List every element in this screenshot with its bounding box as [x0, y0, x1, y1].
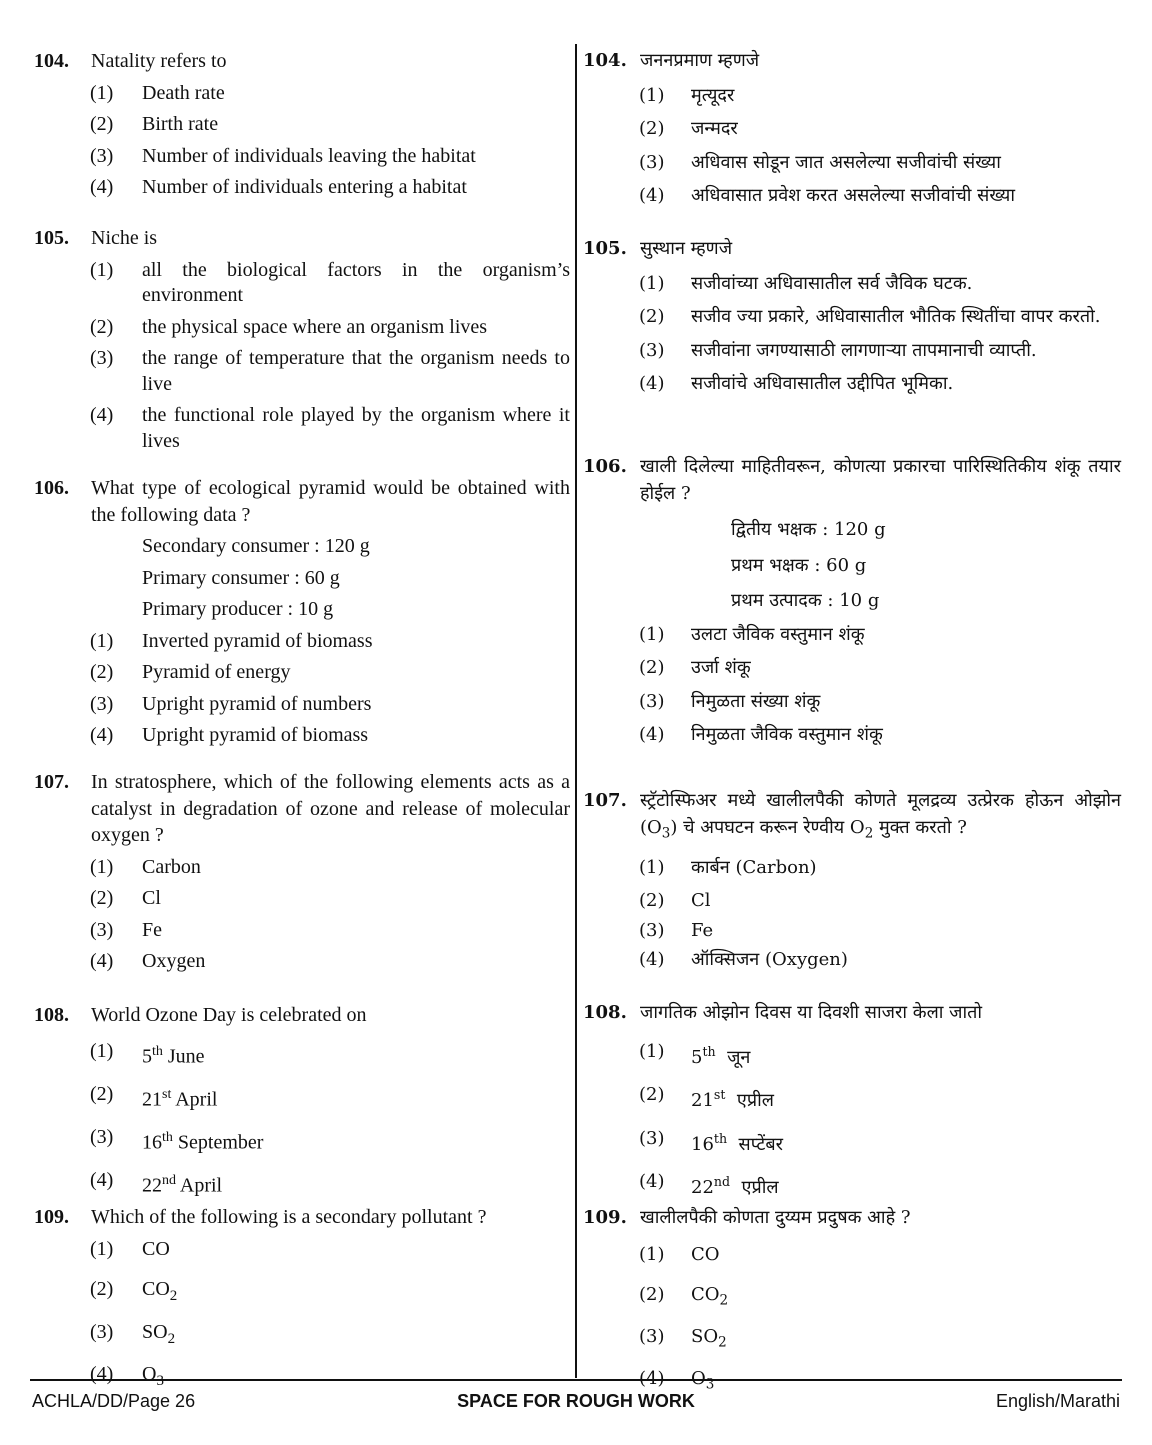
question-number: 104. — [34, 50, 69, 72]
option-number: (4) — [639, 724, 665, 745]
option-number: (4) — [90, 950, 114, 972]
option-text: 21st April — [142, 1086, 218, 1111]
question-number: 108. — [583, 1002, 627, 1023]
question-text: Niche is — [91, 227, 158, 249]
option-text: Number of individuals entering a habitat — [142, 176, 467, 198]
question-text: खाली दिलेल्या माहितीवरून, कोणत्या प्रकारचा पारिस्थितिकीय शंकू तयार होईल ? — [640, 456, 1121, 504]
question-number: 107. — [583, 790, 627, 811]
question-text: जागतिक ओझोन दिवस या दिवशी साजरा केला जातो — [640, 1002, 983, 1023]
option-text: जन्मदर — [691, 118, 738, 139]
option-number: (1) — [90, 855, 114, 878]
option-text: CO — [691, 1243, 720, 1265]
option-number: (2) — [90, 315, 114, 338]
option-number: (2) — [639, 306, 665, 327]
option-text: उर्जा शंकू — [691, 657, 751, 678]
option-number: (1) — [639, 272, 665, 294]
option-number: (4) — [90, 1168, 114, 1191]
option-text: $SO_2$ — [691, 1325, 727, 1351]
question-109-marathi — [583, 1205, 1121, 1398]
option-text: सजीवांचे अधिवासातील उद्दीपित भूमिका. — [691, 373, 954, 394]
option-text: अधिवास सोडून जात असलेल्या सजीवांची संख्या — [691, 151, 1001, 173]
option-number: (1) — [90, 1039, 114, 1062]
option-number: (2) — [639, 657, 665, 678]
option-number: (1) — [639, 623, 665, 645]
option-text: $O_3$ — [142, 1363, 164, 1389]
question-105-marathi — [583, 236, 1121, 397]
option-text: निमुळता संख्या शंकू — [691, 690, 821, 712]
language-label: English/Marathi — [995, 1391, 1120, 1411]
option-number: (2) — [90, 1082, 114, 1105]
option-text: 22nd April — [142, 1172, 223, 1197]
question-108-marathi — [583, 1000, 1121, 1201]
data-line: Primary producer : 10 g — [142, 598, 334, 620]
option-number: (3) — [90, 347, 114, 369]
option-text: सजीव ज्या प्रकारे, अधिवासातील भौतिक स्थितींचा वापर करतो. — [691, 306, 1101, 327]
option-text: Inverted pyramid of biomass — [142, 629, 373, 652]
option-text: Fe — [691, 919, 714, 941]
option-number: (2) — [639, 1084, 665, 1105]
question-text: जननप्रमाण म्हणजे — [640, 50, 760, 71]
question-text: What type of ecological pyramid would be obtained with the following data ? — [91, 477, 570, 526]
question-104 — [34, 48, 570, 201]
question-number: 105. — [34, 227, 69, 249]
option-text: कार्बन (Carbon) — [691, 856, 817, 878]
question-number: 107. — [34, 771, 69, 793]
option-text: सजीवांना जगण्यासाठी लागणाऱ्या तापमानाची व्याप्ती. — [691, 339, 1037, 361]
option-number: (3) — [90, 144, 114, 167]
option-text: the physical space where an organism lives — [142, 315, 488, 338]
option-number: (3) — [90, 692, 114, 715]
option-number: (4) — [639, 1367, 665, 1389]
question-number: 105. — [583, 238, 627, 259]
question-105 — [34, 225, 570, 454]
option-number: (1) — [639, 1243, 665, 1265]
page-number: ACHLA/DD/Page 26 — [32, 1391, 196, 1411]
option-text: $CO_2$ — [691, 1283, 729, 1309]
question-text: खालीलपैकी कोणता दुय्यम प्रदुषक आहे ? — [640, 1207, 911, 1228]
option-number: (3) — [639, 690, 665, 712]
data-line: प्रथम भक्षक : 60 g — [731, 554, 867, 576]
option-text: ऑक्सिजन (Oxygen) — [691, 949, 848, 971]
option-text: $O_3$ — [691, 1367, 715, 1393]
option-text: all the biological factors in the organism’s environment — [142, 258, 570, 306]
option-text: Upright pyramid of numbers — [142, 692, 372, 715]
question-number: 106. — [34, 477, 69, 499]
option-number: (4) — [639, 373, 665, 394]
question-number: 108. — [34, 1004, 69, 1026]
option-text: अधिवासात प्रवेश करत असलेल्या सजीवांची संख्या — [691, 185, 1015, 206]
option-number: (3) — [639, 339, 665, 361]
option-text: 16th सप्टेंबर — [691, 1130, 784, 1155]
option-number: (2) — [90, 661, 114, 683]
data-line: प्रथम उत्पादक : 10 g — [731, 590, 880, 611]
option-number: (2) — [639, 118, 665, 139]
option-text: मृत्यूदर — [691, 84, 735, 106]
question-106-marathi — [583, 454, 1121, 748]
option-number: (4) — [639, 185, 665, 206]
question-number: 104. — [583, 50, 627, 71]
data-line: Primary consumer : 60 g — [142, 566, 340, 589]
option-number: (3) — [639, 151, 665, 173]
question-text: सुस्थान म्हणजे — [640, 238, 733, 259]
question-text: Which of the following is a secondary pollutant ? — [91, 1206, 487, 1228]
option-text: Birth rate — [142, 113, 219, 135]
option-number: (2) — [90, 1278, 114, 1300]
question-number: 106. — [583, 456, 627, 477]
question-107-marathi — [583, 788, 1121, 973]
option-number: (4) — [90, 724, 114, 746]
option-text: Oxygen — [142, 950, 206, 972]
option-text: 5th जून — [691, 1043, 751, 1068]
option-text: $CO_2$ — [142, 1278, 178, 1304]
option-number: (3) — [90, 918, 114, 941]
option-text: Cl — [691, 890, 711, 912]
option-text: 22nd एप्रील — [691, 1174, 779, 1198]
option-text: Fe — [142, 918, 162, 941]
question-text: In stratosphere, which of the following elements acts as a catalyst in degradation of ozone and release of molecular oxygen ? — [91, 771, 570, 846]
rough-work-label: SPACE FOR ROUGH WORK — [457, 1391, 695, 1411]
option-number: (4) — [639, 949, 665, 971]
option-text: Upright pyramid of biomass — [142, 724, 369, 746]
option-number: (2) — [639, 890, 665, 912]
question-104-marathi — [583, 48, 1121, 209]
option-number: (2) — [90, 113, 114, 135]
question-number: 109. — [583, 1207, 627, 1228]
option-text: CO — [142, 1237, 170, 1260]
option-text: Carbon — [142, 855, 201, 878]
question-text: Natality refers to — [91, 50, 227, 72]
question-text: स्ट्रॅटोस्फिअर मध्ये खालीलपैकी कोणते मूलद्रव्य उत्प्रेरक होऊन ओझोन $(O_3)$ चे अपघटन करून रेण्वीय $O_2$ मुक्त करतो ? — [640, 790, 1121, 842]
option-number: (2) — [90, 887, 114, 909]
option-text: Death rate — [142, 81, 225, 104]
option-number: (1) — [639, 84, 665, 106]
option-number: (3) — [90, 1320, 114, 1343]
option-text: 21st एप्रील — [691, 1087, 774, 1111]
option-text: निमुळता जैविक वस्तुमान शंकू — [691, 724, 883, 745]
question-108 — [34, 1002, 570, 1199]
option-number: (1) — [90, 1237, 114, 1260]
question-number: 109. — [34, 1206, 69, 1228]
question-text: World Ozone Day is celebrated on — [91, 1004, 367, 1026]
option-number: (3) — [639, 1127, 665, 1149]
option-number: (1) — [90, 81, 114, 104]
option-number: (1) — [90, 258, 114, 281]
question-106 — [34, 475, 570, 749]
option-number: (4) — [639, 1171, 665, 1192]
option-number: (3) — [90, 1125, 114, 1148]
option-text: उलटा जैविक वस्तुमान शंकू — [691, 623, 865, 645]
option-number: (3) — [639, 919, 665, 941]
option-number: (4) — [90, 1363, 114, 1385]
option-text: सजीवांच्या अधिवासातील सर्व जैविक घटक. — [691, 272, 973, 294]
option-number: (2) — [639, 1283, 665, 1305]
option-number: (1) — [90, 629, 114, 652]
option-number: (1) — [639, 856, 665, 878]
option-number: (3) — [639, 1325, 665, 1347]
data-line: द्वितीय भक्षक : 120 g — [731, 519, 886, 540]
option-number: (4) — [90, 404, 114, 426]
option-text: the functional role played by the organism where it lives — [142, 404, 570, 452]
option-text: $SO_2$ — [142, 1320, 176, 1347]
option-text: Number of individuals leaving the habitat — [142, 144, 476, 167]
option-text: the range of temperature that the organism needs to live — [142, 347, 570, 395]
option-text: Pyramid of energy — [142, 661, 291, 683]
option-text: 5th June — [142, 1043, 205, 1068]
option-number: (1) — [639, 1040, 665, 1062]
option-text: Cl — [142, 887, 161, 909]
question-109 — [34, 1204, 570, 1395]
option-number: (4) — [90, 176, 114, 198]
question-107 — [34, 769, 570, 975]
column-divider — [575, 44, 577, 1378]
option-text: 16th September — [142, 1129, 264, 1154]
data-line: Secondary consumer : 120 g — [142, 535, 370, 557]
